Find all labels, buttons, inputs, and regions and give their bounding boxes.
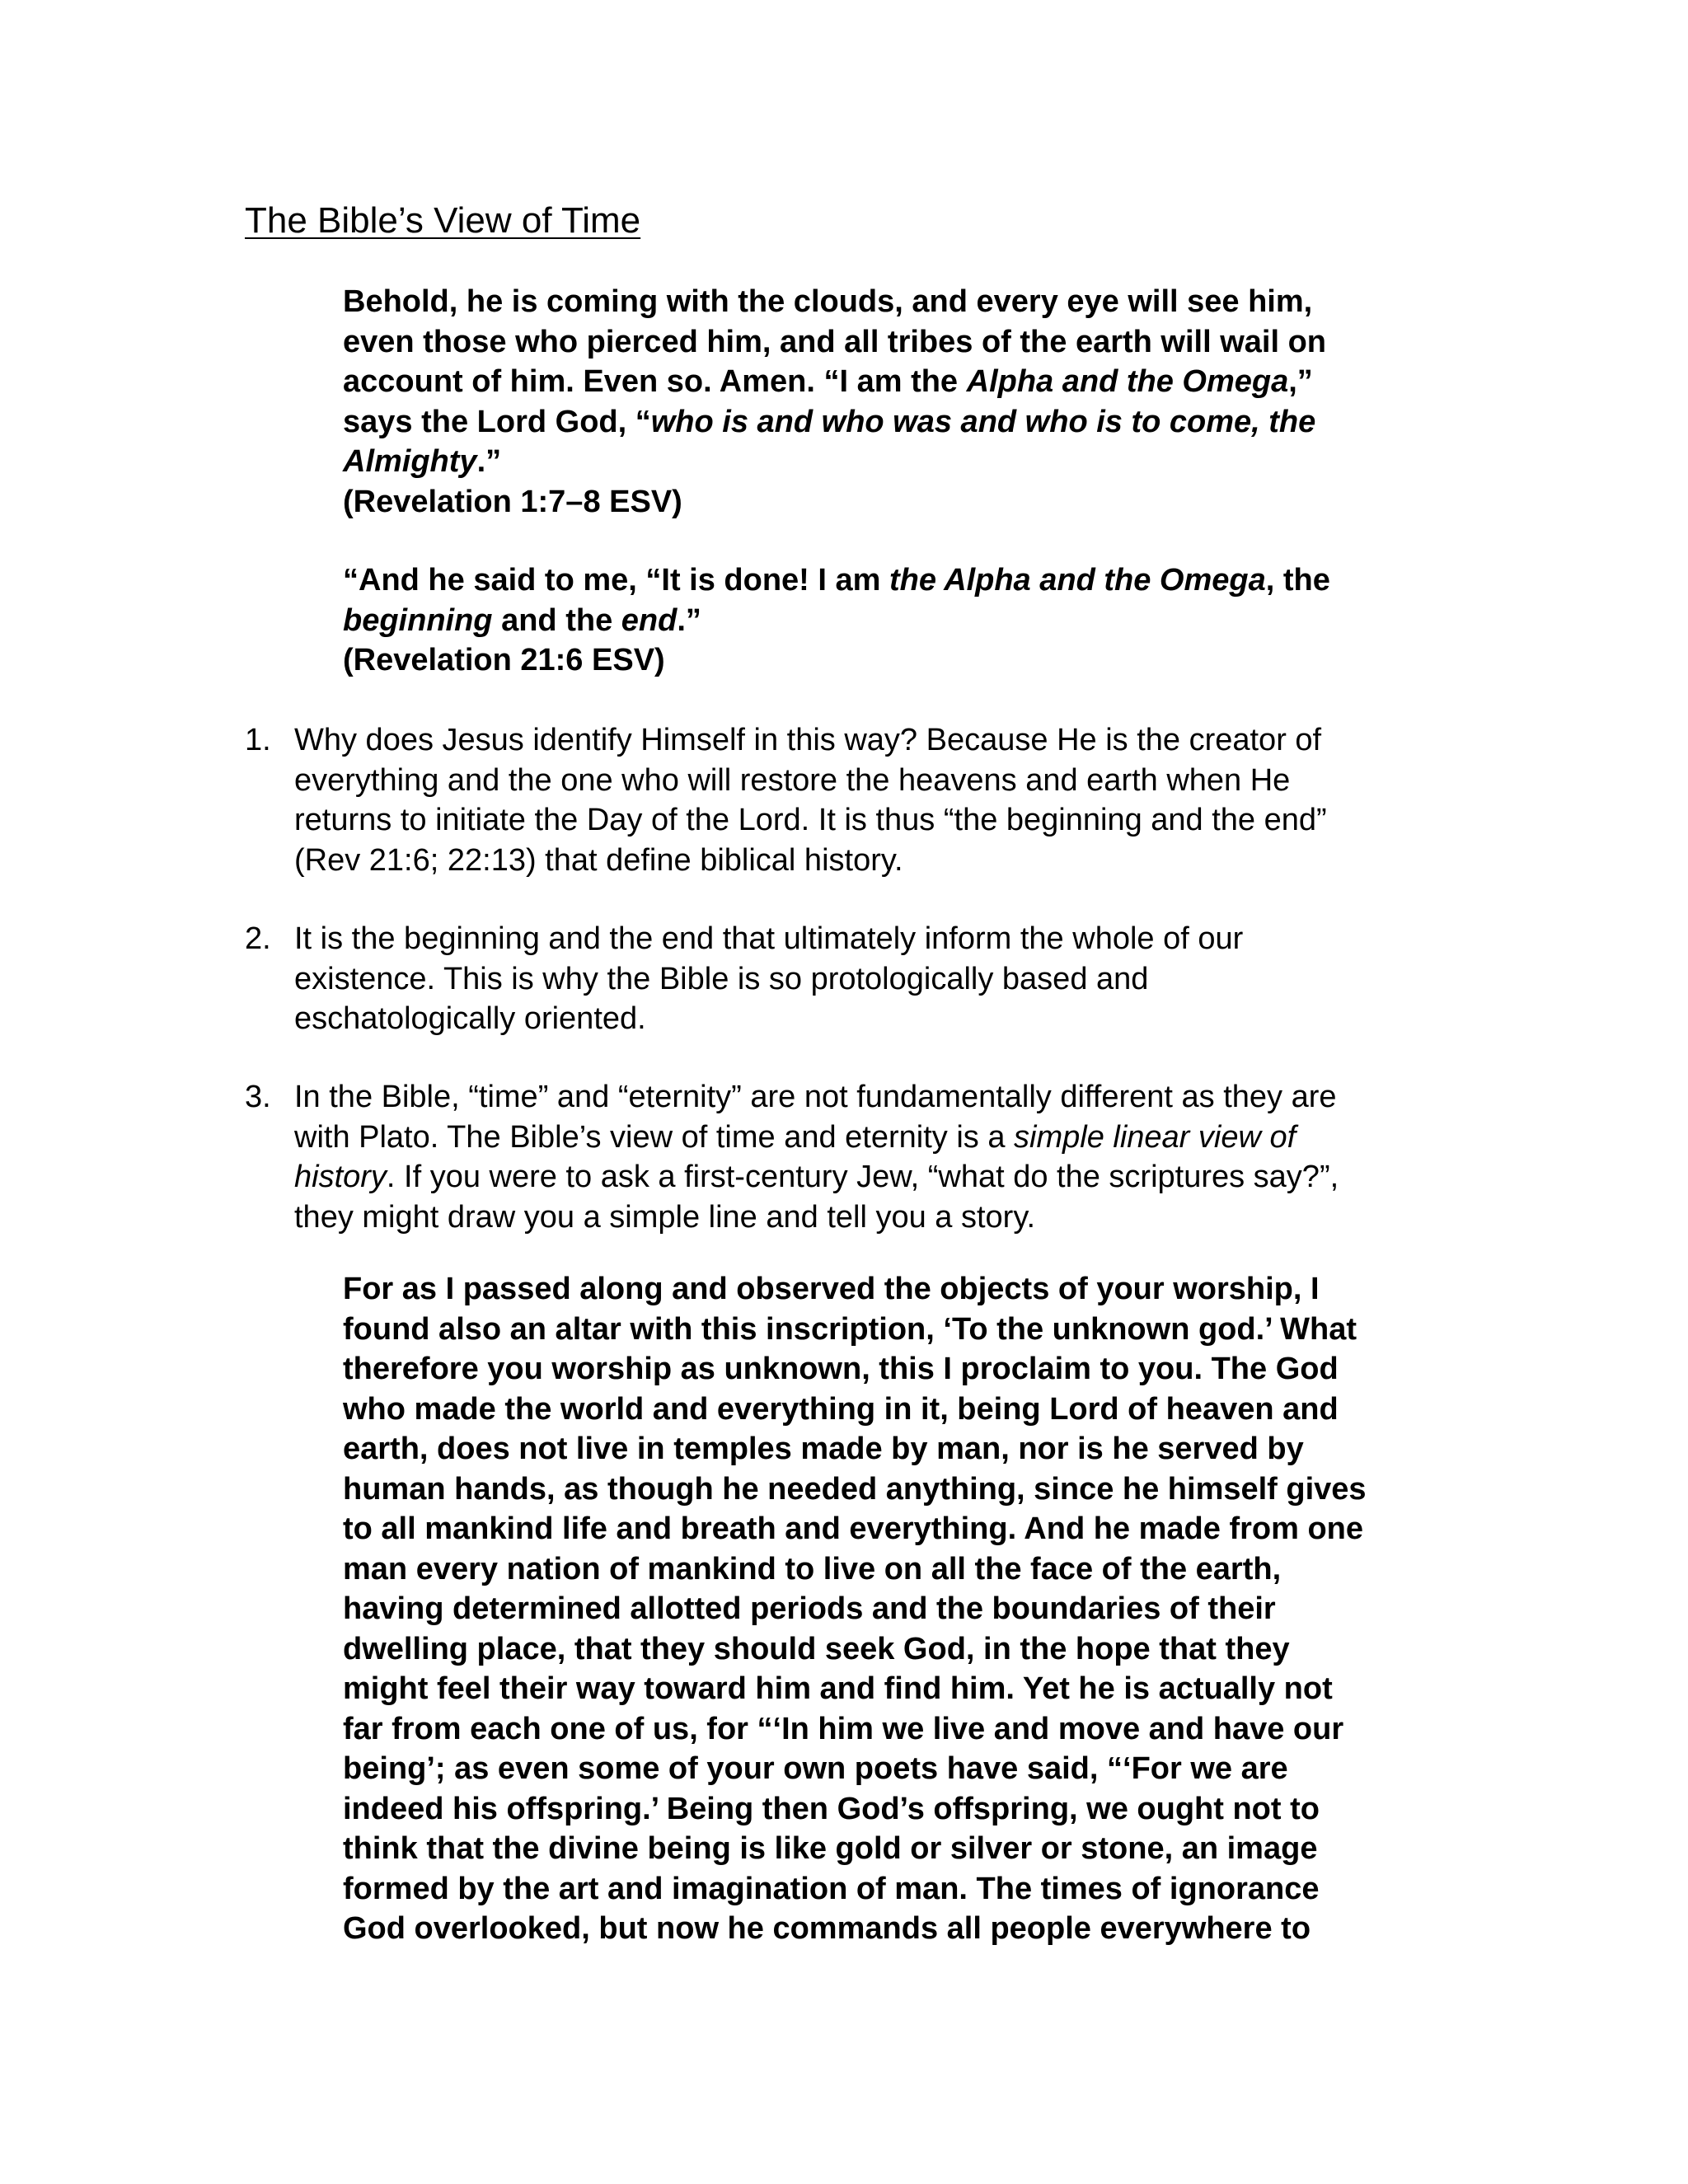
paragraph-text: with Plato. The Bible’s view of time and eternity is a [294, 1119, 1015, 1155]
quote-text: .” [677, 602, 701, 638]
paragraph-line: returns to initiate the Day of the Lord. It is thus “the beginning and the end” [294, 803, 1327, 837]
quote-line: found also an altar with this inscription, ‘To the unknown god.’ What [343, 1311, 1357, 1347]
quote-line: having determined allotted periods and the boundaries of their [343, 1591, 1276, 1626]
scripture-quote-revelation-21-6 [343, 560, 1330, 681]
quote-emphasis: end [621, 602, 678, 638]
quote-line: to all mankind life and breath and everything. And he made from one [343, 1511, 1364, 1546]
quote-text: Behold, he is coming with the clouds, and every eye will see him, [343, 284, 1313, 319]
quote-line: who made the world and everything in it, being Lord of heaven and [343, 1391, 1339, 1427]
quote-line [343, 601, 1330, 641]
quote-emphasis: the Alpha and the Omega [889, 563, 1266, 598]
quote-line: dwelling place, that they should seek God, in the hope that they [343, 1631, 1290, 1666]
quote-line [343, 560, 1330, 601]
quote-emphasis: beginning [343, 602, 493, 638]
quote-line: earth, does not live in temples made by man, nor is he served by [343, 1432, 1304, 1466]
quote-text: account of him. Even so. Amen. “I am the [343, 364, 967, 399]
list-item-body [294, 1077, 1339, 1237]
list-item-body [294, 919, 1243, 1039]
list-number: 2. [245, 921, 271, 956]
quote-line: man every nation of mankind to live on all the face of the earth, [343, 1551, 1282, 1586]
paragraph-line [294, 1118, 1339, 1158]
quote-text: and the [492, 602, 621, 638]
paragraph-line: everything and the one who will restore the heavens and earth when He [294, 762, 1291, 798]
quote-line: For as I passed along and observed the objects of your worship, I [343, 1272, 1320, 1306]
quote-line: indeed his offspring.’ Being then God’s offspring, we ought not to [343, 1791, 1320, 1826]
paragraph-line: In the Bible, “time” and “eternity” are not fundamentally different as they are [294, 1080, 1337, 1114]
paragraph-line: (Rev 21:6; 22:13) that define biblical history. [294, 842, 903, 878]
quote-text: says the Lord God, “ [343, 404, 651, 439]
list-number: 1. [245, 723, 271, 757]
quote-line: God overlooked, but now he commands all people everywhere to [343, 1911, 1311, 1946]
quote-line: far from each one of us, for “‘In him we live and move and have our [343, 1711, 1344, 1746]
paragraph-line: Why does Jesus identify Himself in this way? Because He is the creator of [294, 723, 1322, 757]
quote-text: “And he said to me, “It is done! I am [343, 563, 889, 598]
paragraph-emphasis: history [294, 1160, 387, 1194]
quote-line: formed by the art and imagination of man. The times of ignorance [343, 1871, 1320, 1906]
quote-text: even those who pierced him, and all tribes of the earth will wail on [343, 324, 1327, 359]
quote-text: .” [476, 444, 502, 479]
paragraph-line: they might draw you a simple line and tell you a story. [294, 1199, 1036, 1235]
scripture-quote-revelation-1-7 [343, 282, 1326, 522]
quote-citation [343, 640, 1330, 681]
paragraph-line: It is the beginning and the end that ultimately inform the whole of our [294, 921, 1244, 956]
quote-line: therefore you worship as unknown, this I proclaim to you. The God [343, 1352, 1339, 1386]
quote-line [343, 442, 1326, 482]
quote-citation [343, 482, 1326, 523]
paragraph-line: eschatologically oriented. [294, 1001, 646, 1036]
citation-text: (Revelation 21:6 ESV) [343, 643, 665, 677]
scripture-quote-acts-17 [343, 1269, 1367, 1949]
quote-emphasis: Alpha and the Omega [966, 364, 1289, 399]
quote-text: , the [1265, 563, 1330, 598]
paragraph-line: existence. This is why the Bible is so protologically based and [294, 961, 1149, 996]
quote-line [343, 282, 1326, 322]
paragraph-text: . If you were to ask a first-century Jew, “what do the scriptures say?”, [386, 1160, 1339, 1194]
quote-text: ,” [1288, 364, 1313, 399]
page-title: The Bible’s View of Time [245, 200, 641, 241]
quote-emphasis: who is and who was and who is to come, the [650, 404, 1316, 439]
quote-line: might feel their way toward him and find him. Yet he is actually not [343, 1671, 1333, 1706]
paragraph-emphasis: simple linear view of [1014, 1119, 1296, 1155]
quote-line [343, 402, 1326, 443]
quote-line [343, 362, 1326, 402]
quote-line [343, 322, 1326, 363]
citation-text: (Revelation 1:7–8 ESV) [343, 484, 682, 519]
quote-line: human hands, as though he needed anything, since he himself gives [343, 1471, 1367, 1507]
quote-line: being’; as even some of your own poets have said, “‘For we are [343, 1751, 1288, 1786]
list-number: 3. [245, 1080, 271, 1114]
list-item-body [294, 720, 1327, 880]
quote-line: think that the divine being is like gold or silver or stone, an image [343, 1831, 1318, 1866]
paragraph-line [294, 1157, 1339, 1197]
quote-emphasis: Almighty [343, 444, 477, 479]
